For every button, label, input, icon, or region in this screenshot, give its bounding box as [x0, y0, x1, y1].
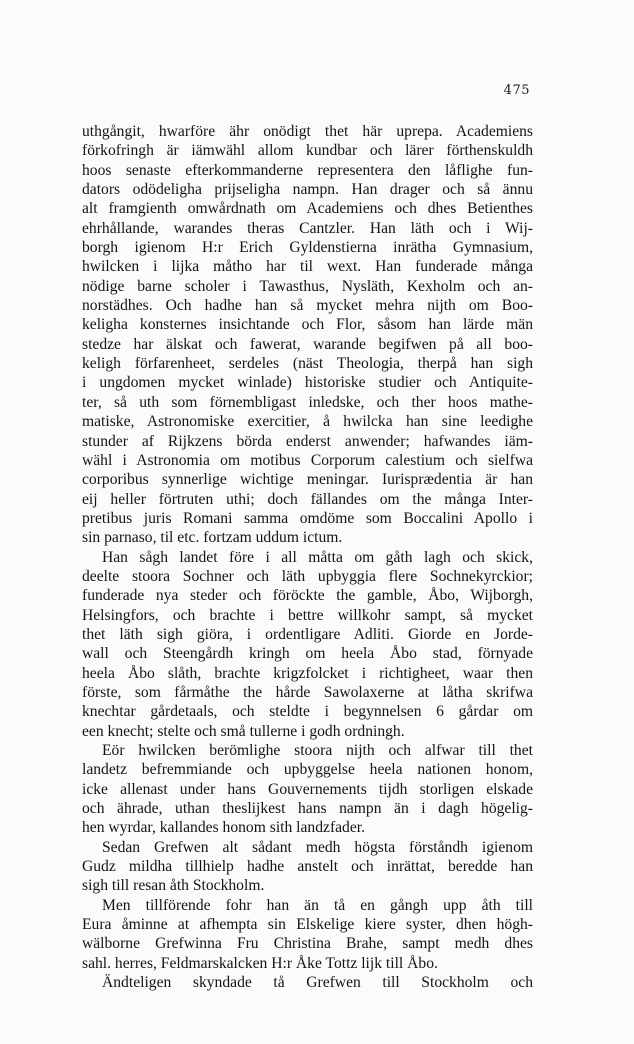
- text-line: sin parnaso, til etc. fortzam uddum ictum.: [82, 529, 343, 547]
- text-line: eij heller förtruten uthi; doch fällandes om the många Inter-: [82, 490, 533, 508]
- text-line: hoos senaste efterkommanderne representera den låflighe fun-: [82, 161, 533, 179]
- text-line: matiske, Astronomiske exercitier, å hwilcka han sine leedighe: [82, 413, 533, 431]
- text-line: uthgångit, hwarföre ähr onödigt thet här uprepa. Academiens: [82, 123, 533, 140]
- text-line: dators odödeligha prijseligha nampn. Han drager och så ännu: [82, 181, 533, 199]
- text-line: pretibus juris Romani samma omdöme som Boccalini Apollo i: [82, 509, 533, 527]
- text-line: heela Åbo slåth, brachte krigzfolcket i richtigheet, waar then: [82, 664, 533, 682]
- text-line: stunder af Rijkzens börda enderst anwender; hafwandes iäm-: [82, 432, 533, 450]
- text-line: förkofringh är iämwähl allom kundbar och lärer förthenskuldh: [82, 142, 533, 160]
- text-line: een knecht; stelte och små tullerne i godh ordningh.: [82, 722, 405, 740]
- text-line: landetz befremmiande och upbyggelse heela nationen honom,: [82, 761, 533, 779]
- text-line: borgh igienom H:r Erich Gyldenstierna inrätha Gymnasium,: [82, 239, 533, 257]
- text-line: hwilcken i lijka måtho har til wext. Han funderade många: [82, 258, 533, 276]
- text-line: sigh till resan åth Stockholm.: [82, 877, 265, 895]
- text-line: deelte stoora Sochner och läth upbyggia flere Sochnekyrckior;: [82, 567, 533, 585]
- text-line: wall och Steengårdh kringh om heela Åbo stad, förnyade: [82, 645, 533, 663]
- text-line: wälborne Grefwinna Fru Christina Brahe, sampt medh dhes: [82, 935, 533, 953]
- text-line: Sedan Grefwen alt sådant medh högsta förståndh igienom: [102, 838, 533, 856]
- text-line: Eör hwilcken berömlighe stoora nijth och alfwar till thet: [102, 742, 533, 759]
- text-line: hen wyrdar, kallandes honom sith landzfader.: [82, 819, 366, 837]
- text-line: sahl. herres, Feldmarskalcken H:r Åke Tottz lijk till Åbo.: [82, 954, 438, 972]
- text-line: knechtar gårdetaals, och steldte i begynnelsen 6 gårdar om: [82, 703, 533, 721]
- text-line: nödige barne scholer i Tawasthus, Nysläth, Kexholm och an-: [82, 277, 533, 295]
- text-line: wähl i Astronomia om motibus Corporum calestium och sielfwa: [82, 451, 533, 469]
- text-line: stedze har älskat och fawerat, warande begifwen på all boo-: [82, 335, 533, 353]
- text-line: norstädhes. Och hadhe han så mycket mehra nijth om Boo-: [82, 297, 533, 315]
- text-line: keligha konsternes insichtande och Flor, såsom han lärde män: [82, 316, 533, 334]
- text-line: Han sågh landet före i all måtta om gåth lagh och skick,: [102, 548, 533, 566]
- text-line: keligh förfarenheet, serdeles (näst Theologia, therpå han sigh: [82, 355, 533, 373]
- text-line: och ährade, uthan theslijkest hans nampn än i dagh högelig-: [82, 800, 533, 818]
- text-line: i ungdomen mycket winlade) historiske studier och Antiquite-: [82, 374, 533, 392]
- body-text: [82, 122, 533, 992]
- text-line: thet läth sigh giöra, i ordentligare Adliti. Giorde en Jorde-: [82, 625, 533, 643]
- text-line: Eura åminne at afhempta sin Elskelige kiere syster, dhen högh-: [82, 916, 533, 934]
- text-line: Helsingfors, och brachte i bettre willkohr sampt, så mycket: [82, 606, 533, 624]
- text-line: ter, så uth som förnembligast inledske, och ther hoos mathe-: [82, 393, 533, 411]
- text-line: Ändteligen skyndade tå Grefwen till Stockholm och: [102, 974, 533, 992]
- text-line: ehrhållande, warandes theras Cantzler. Han läth och i Wij-: [82, 219, 533, 237]
- text-line: icke allenast under hans Gouvernements tijdh storligen elskade: [82, 780, 533, 798]
- text-line: förste, som fårmåthe the hårde Sawolaxerne at låtha skrifwa: [82, 683, 533, 701]
- text-line: funderade nya steder och föröckte the gamble, Åbo, Wijborgh,: [82, 587, 533, 605]
- text-line: Gudz mildha tillhielp hadhe anstelt och inrättat, beredde han: [82, 858, 533, 876]
- text-line: Men tillförende fohr han än tå en gångh upp åth till: [102, 896, 533, 914]
- text-line: corporibus synnerlige wichtige meningar. Iurisprædentia är han: [82, 471, 533, 489]
- page-number: 475: [503, 83, 530, 98]
- text-line: alt framgienth omwårdnath om Academiens och dhes Betienthes: [82, 200, 533, 218]
